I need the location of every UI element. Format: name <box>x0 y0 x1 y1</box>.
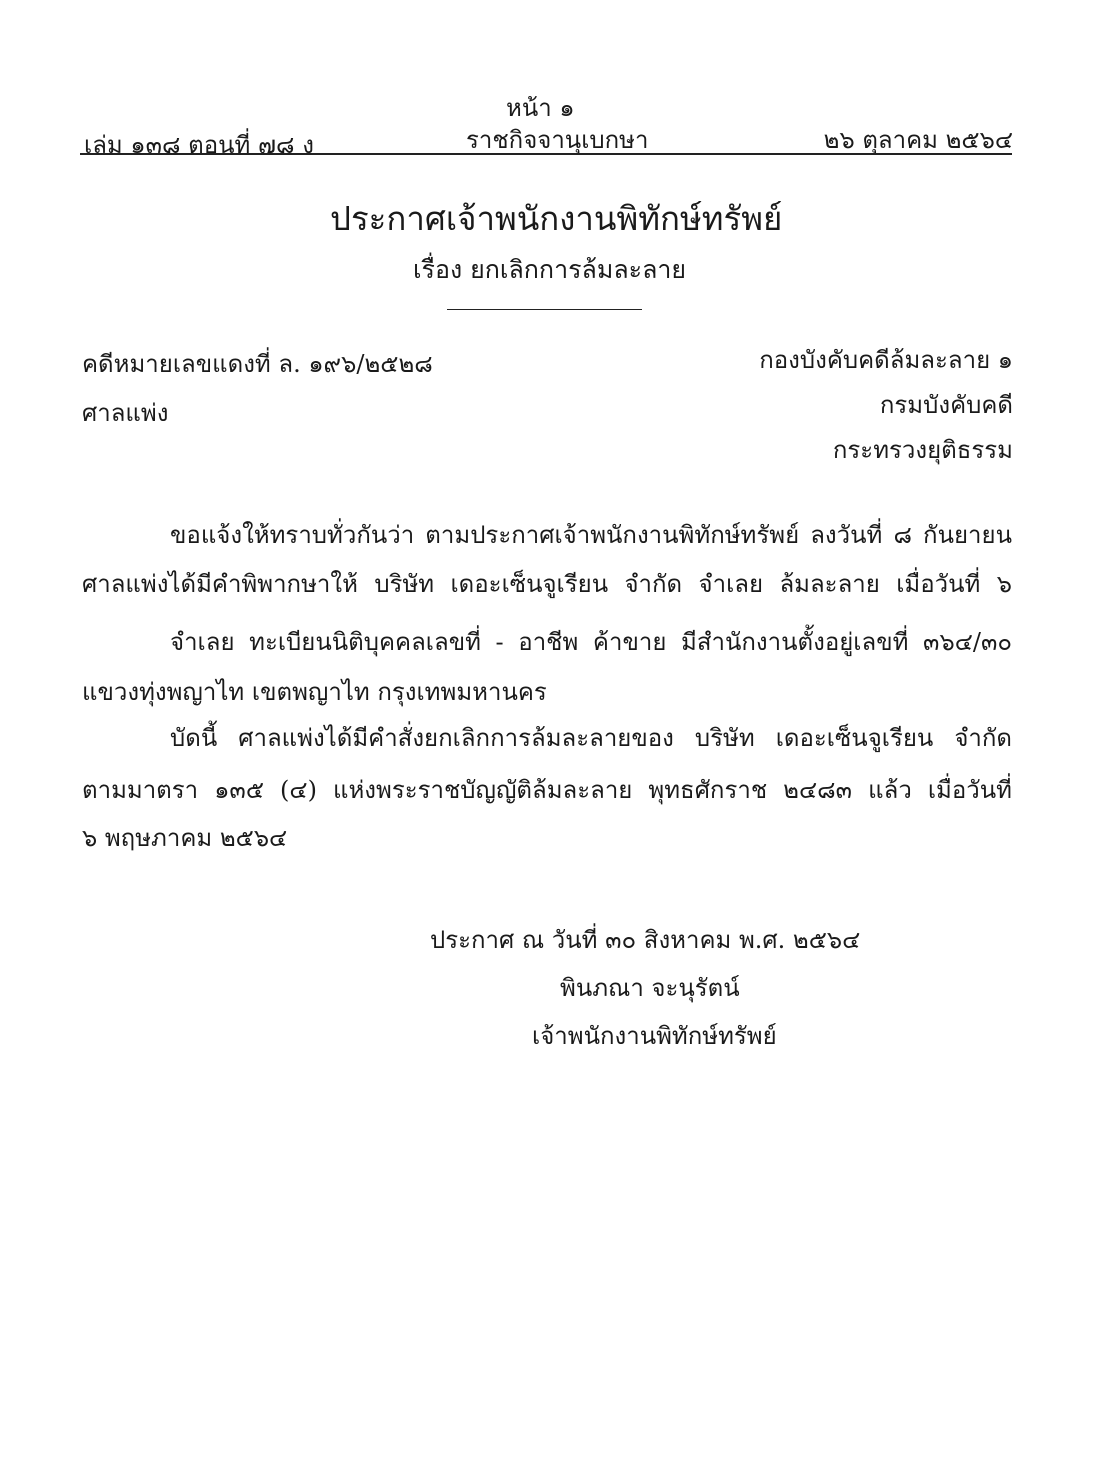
paragraph-2-line-1: จำเลย ทะเบียนนิติบุคคลเลขที่ - อาชีพ ค้าขาย มีสำนักงานตั้งอยู่เลขที่ ๓๖๔/๓๐ <box>170 628 1012 656</box>
paragraph-2-line-2: แขวงทุ่งพญาไท เขตพญาไท กรุงเทพมหานคร <box>82 678 547 706</box>
header-divider <box>80 153 1012 155</box>
paragraph-3-line-1: บัดนี้ ศาลแพ่งได้มีคำสั่งยกเลิกการล้มละลายของ บริษัท เดอะเซ็นจูเรียน จำกัด <box>170 724 1012 752</box>
agency-ministry: กระทรวงยุติธรรม <box>832 436 1013 464</box>
announcement-title: ประกาศเจ้าพนักงานพิทักษ์ทรัพย์ <box>330 199 783 238</box>
announcement-date: ประกาศ ณ วันที่ ๓๐ สิงหาคม พ.ศ. ๒๕๖๔ <box>430 926 861 954</box>
page-number: หน้า ๑ <box>506 94 575 122</box>
publication-date: ๒๖ ตุลาคม ๒๕๖๔ <box>823 126 1013 154</box>
agency-department: กรมบังคับคดี <box>879 391 1013 419</box>
announcement-subject: เรื่อง ยกเลิกการล้มละลาย <box>413 255 687 284</box>
paragraph-1-line-1: ขอแจ้งให้ทราบทั่วกันว่า ตามประกาศเจ้าพนักงานพิทักษ์ทรัพย์ ลงวันที่ ๘ กันยายน <box>170 521 1012 549</box>
paragraph-1-line-2: ศาลแพ่งได้มีคำพิพากษาให้ บริษัท เดอะเซ็นจูเรียน จำกัด จำเลย ล้มละลาย เมื่อวันที่ ๖ <box>82 570 1012 598</box>
paragraph-3-line-3: ๖ พฤษภาคม ๒๕๖๔ <box>82 824 288 852</box>
signatory-name: พินภณา จะนุรัตน์ <box>560 974 740 1002</box>
signatory-position: เจ้าพนักงานพิทักษ์ทรัพย์ <box>532 1022 777 1050</box>
publication-name: ราชกิจจานุเบกษา <box>466 126 649 154</box>
volume-issue: เล่ม ๑๓๘ ตอนที่ ๗๘ ง <box>84 131 314 159</box>
case-number: คดีหมายเลขแดงที่ ล. ๑๙๖/๒๕๒๘ <box>82 350 433 378</box>
court-name: ศาลแพ่ง <box>82 399 169 427</box>
paragraph-3-line-2: ตามมาตรา ๑๓๕ (๔) แห่งพระราชบัญญัติล้มละลาย พุทธศักราช ๒๔๘๓ แล้ว เมื่อวันที่ <box>82 776 1012 804</box>
title-divider <box>447 309 642 310</box>
agency-division: กองบังคับคดีล้มละลาย ๑ <box>759 346 1013 374</box>
